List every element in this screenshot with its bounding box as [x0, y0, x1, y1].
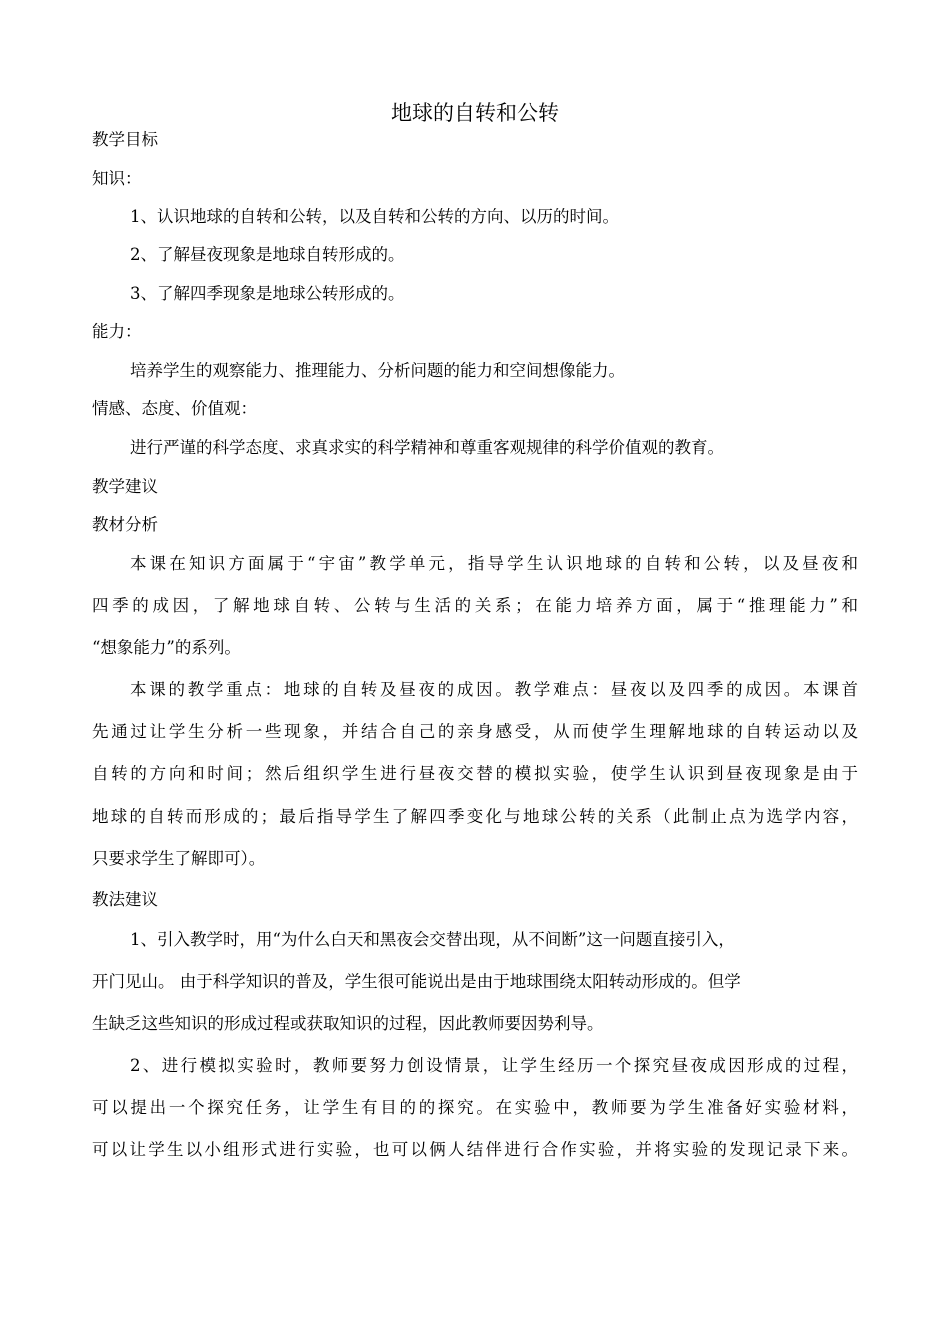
subheading-ability: 能力： — [92, 322, 142, 341]
subheading-knowledge: 知识： — [92, 169, 142, 188]
paragraph-line: 地球的自转而形成的；最后指导学生了解四季变化与地球公转的关系（此制止点为选学内容， — [92, 807, 858, 826]
paragraph-line: 先通过让学生分析一些现象，并结合自己的亲身感受，从而使学生理解地球的自转运动以及 — [92, 722, 858, 741]
paragraph-line: 2、进行模拟实验时，教师要努力创设情景，让学生经历一个探究昼夜成因形成的过程， — [130, 1056, 858, 1075]
heading-teaching-suggestions: 教学建议 — [92, 477, 158, 496]
paragraph-line: 可以提出一个探究任务，让学生有目的的探究。在实验中，教师要为学生准备好实验材料， — [92, 1098, 858, 1117]
subheading-method-suggestions: 教法建议 — [92, 890, 158, 909]
knowledge-item-2: 2、了解昼夜现象是地球自转形成的。 — [130, 245, 405, 264]
subheading-emotion: 情感、态度、价值观： — [92, 399, 257, 418]
emotion-text: 进行严谨的科学态度、求真求实的科学精神和尊重客观规律的科学价值观的教育。 — [130, 438, 724, 457]
subheading-material-analysis: 教材分析 — [92, 515, 158, 534]
paragraph-line: 本课在知识方面属于“宇宙”教学单元，指导学生认识地球的自转和公转，以及昼夜和 — [130, 554, 858, 573]
paragraph-line: 1、引入教学时，用“为什么白天和黑夜会交替出现，从不间断”这一问题直接引入， — [130, 930, 735, 949]
paragraph-line: 可以让学生以小组形式进行实验，也可以俩人结伴进行合作实验，并将实验的发现记录下来。 — [92, 1140, 858, 1159]
knowledge-item-3: 3、了解四季现象是地球公转形成的。 — [130, 284, 405, 303]
paragraph-line: 生缺乏这些知识的形成过程或获取知识的过程，因此教师要因势利导。 — [92, 1014, 604, 1033]
ability-text: 培养学生的观察能力、推理能力、分析问题的能力和空间想像能力。 — [130, 361, 625, 380]
heading-teaching-goals: 教学目标 — [92, 130, 158, 149]
paragraph-line: 四季的成因，了解地球自转、公转与生活的关系；在能力培养方面，属于“推理能力”和 — [92, 596, 858, 615]
knowledge-item-1: 1、认识地球的自转和公转，以及自转和公转的方向、以历的时间。 — [130, 207, 619, 226]
paragraph-line: 开门见山。 由于科学知识的普及，学生很可能说出是由于地球围绕太阳转动形成的。但学 — [92, 972, 741, 991]
paragraph-line: 自转的方向和时间；然后组织学生进行昼夜交替的模拟实验，使学生认识到昼夜现象是由于 — [92, 764, 858, 783]
document-title: 地球的自转和公转 — [391, 101, 559, 125]
paragraph-line: “想象能力”的系列。 — [92, 638, 241, 657]
paragraph-line: 只要求学生了解即可）。 — [92, 849, 266, 868]
paragraph-line: 本课的教学重点：地球的自转及昼夜的成因。教学难点：昼夜以及四季的成因。本课首 — [130, 680, 858, 699]
